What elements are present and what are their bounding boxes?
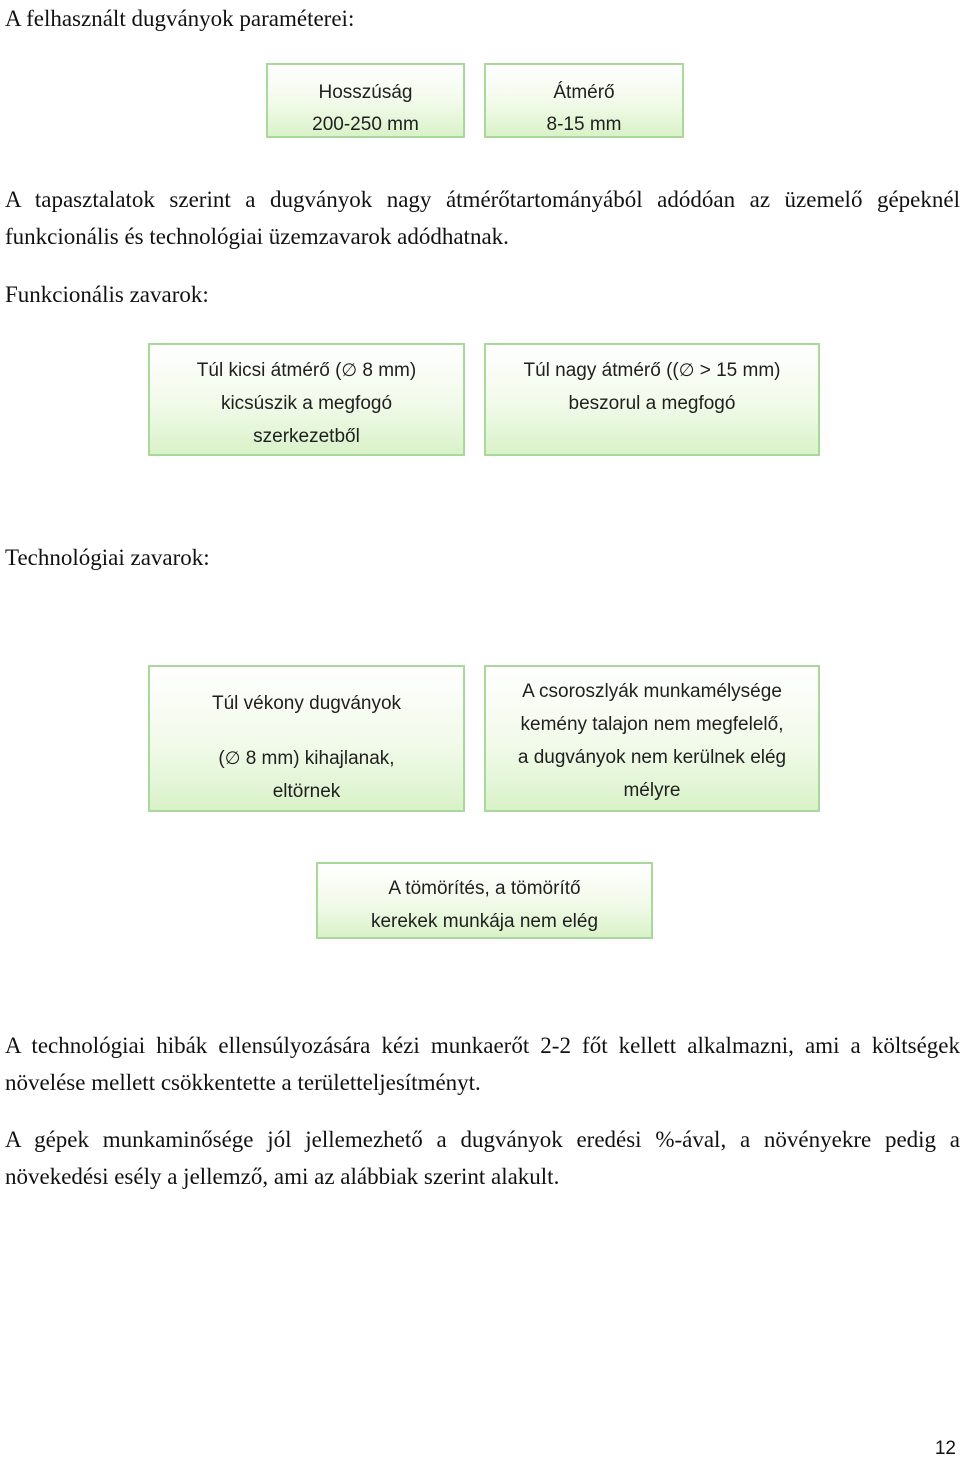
paragraph-1: A tapasztalatok szerint a dugványok nagy átmérőtartományából adódóan az üzemelő gépeknél funkcionális és technológiai üzemzavarok adódhatnak. [5,187,960,249]
thin-cuttings-line1: Túl vékony dugványok [211,693,402,714]
diameter-icon: ∅ [224,748,241,769]
paragraph-2: A technológiai hibák ellensúlyozására kézi munkaerőt 2-2 főt kellett alkalmazni, ami a költségek növelése mellett csökkentette a területteljesítményt. [5,1033,960,1095]
length-title: Hosszúság [318,82,413,103]
intro-heading: A felhasznált dugványok paraméterei: [5,6,355,31]
compaction-line1: A tömörítés, a tömörítő [388,878,581,899]
coulter-depth-line2: kemény talajon nem megfelelő, [520,714,784,735]
coulter-depth-line4: mélyre [623,780,681,801]
compaction-box [316,862,653,939]
small-diameter-line2: kicsúszik a megfogó [220,393,393,414]
diameter-param-box [484,63,684,138]
coulter-depth-box [484,665,820,812]
large-diameter-line1: Túl nagy átmérő ((∅ > 15 mm) [523,360,781,381]
diameter-value: 8-15 mm [546,114,622,135]
diameter-icon: ∅ [678,360,695,381]
length-param-box [266,63,465,138]
length-value: 200-250 mm [312,114,419,135]
coulter-depth-line3: a dugványok nem kerülnek elég [517,747,787,768]
page-number: 12 [934,1438,956,1459]
technological-heading: Technológiai zavarok: [5,545,210,570]
large-diameter-line2: beszorul a megfogó [568,393,736,414]
small-diameter-line1: Túl kicsi átmérő (∅ 8 mm) [196,360,417,381]
small-diameter-line3: szerkezetből [253,426,360,447]
paragraph-3: A gépek munkaminősége jól jellemezhető a dugványok eredési %-ával, a növényekre pedig a növekedési esély a jellemző, ami az alábbiak szerint alakult. [5,1127,960,1189]
small-diameter-box [148,343,465,456]
diameter-title: Átmérő [553,82,615,103]
thin-cuttings-line2: (∅ 8 mm) kihajlanak, [218,748,395,769]
thin-cuttings-line3: eltörnek [272,781,341,802]
diameter-icon: ∅ [341,360,358,381]
thin-cuttings-box [148,665,465,812]
functional-heading: Funkcionális zavarok: [5,282,209,307]
compaction-line2: kerekek munkája nem elég [370,911,599,932]
coulter-depth-line1: A csoroszlyák munkamélysége [522,681,782,702]
large-diameter-box [484,343,820,456]
